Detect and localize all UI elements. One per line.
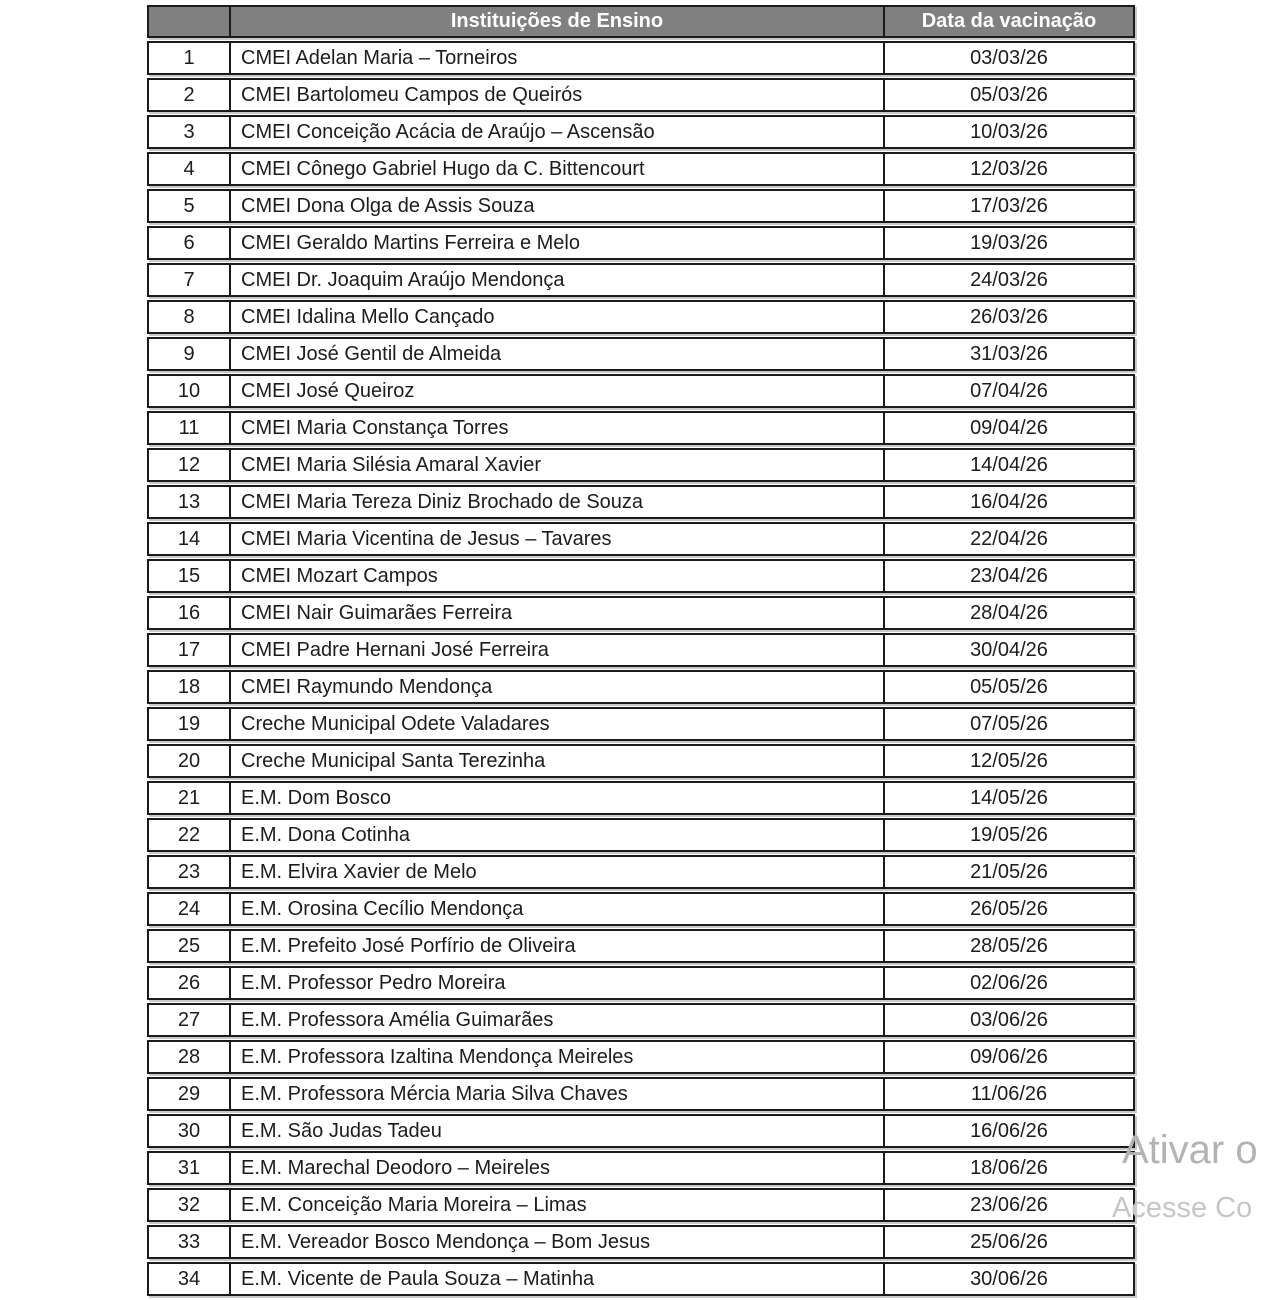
vaccination-schedule-table [147, 5, 1135, 1299]
institution-cell: CMEI Mozart Campos [231, 561, 885, 591]
institution-cell: E.M. Professora Mércia Maria Silva Chaves [231, 1079, 885, 1109]
institution-cell: CMEI Idalina Mello Cançado [231, 302, 885, 332]
table-row [147, 892, 1135, 926]
row-number-cell: 20 [149, 746, 231, 776]
header-cell-institution: Instituições de Ensino [231, 7, 885, 36]
row-number-cell: 27 [149, 1005, 231, 1035]
date-cell: 11/06/26 [970, 1082, 1048, 1105]
table-row [147, 1003, 1135, 1037]
institution-cell: CMEI Nair Guimarães Ferreira [231, 598, 885, 628]
date-cell: 10/03/26 [970, 120, 1048, 143]
table-row [147, 226, 1135, 260]
table-row [147, 78, 1135, 112]
table-row [147, 1151, 1135, 1185]
row-number-cell: 2 [149, 80, 231, 110]
institution-cell: E.M. São Judas Tadeu [231, 1116, 885, 1146]
table-row [147, 485, 1135, 519]
date-cell: 26/03/26 [970, 305, 1048, 328]
institution-cell: CMEI Maria Constança Torres [231, 413, 885, 443]
row-number-cell: 10 [149, 376, 231, 406]
institution-cell: E.M. Elvira Xavier de Melo [231, 857, 885, 887]
institution-cell: CMEI Maria Tereza Diniz Brochado de Souza [231, 487, 885, 517]
row-number-cell: 15 [149, 561, 231, 591]
table-row [147, 189, 1135, 223]
date-cell: 05/03/26 [970, 83, 1048, 106]
row-number-cell: 34 [149, 1264, 231, 1294]
institution-cell: CMEI José Queiroz [231, 376, 885, 406]
date-cell: 07/04/26 [970, 379, 1048, 402]
table-row [147, 1225, 1135, 1259]
institution-cell: CMEI Dona Olga de Assis Souza [231, 191, 885, 221]
date-cell: 09/06/26 [970, 1045, 1048, 1068]
institution-cell: CMEI Adelan Maria – Torneiros [231, 43, 885, 73]
row-number-cell: 5 [149, 191, 231, 221]
row-number-cell: 16 [149, 598, 231, 628]
date-cell: 16/06/26 [970, 1119, 1048, 1142]
date-cell: 14/05/26 [970, 786, 1048, 809]
table-row [147, 1262, 1135, 1296]
table-row [147, 596, 1135, 630]
table-row [147, 559, 1135, 593]
date-cell: 21/05/26 [970, 860, 1048, 883]
institution-cell: CMEI Maria Silésia Amaral Xavier [231, 450, 885, 480]
header-cell-index [149, 7, 231, 36]
institution-cell: Creche Municipal Odete Valadares [231, 709, 885, 739]
institution-cell: E.M. Professor Pedro Moreira [231, 968, 885, 998]
institution-cell: E.M. Marechal Deodoro – Meireles [231, 1153, 885, 1183]
row-number-cell: 3 [149, 117, 231, 147]
row-number-cell: 8 [149, 302, 231, 332]
date-cell: 03/03/26 [970, 46, 1048, 69]
table-row [147, 337, 1135, 371]
date-cell: 12/03/26 [970, 157, 1048, 180]
row-number-cell: 14 [149, 524, 231, 554]
institution-cell: CMEI Geraldo Martins Ferreira e Melo [231, 228, 885, 258]
institution-cell: E.M. Vereador Bosco Mendonça – Bom Jesus [231, 1227, 885, 1257]
table-header-row [147, 5, 1135, 38]
institution-cell: E.M. Vicente de Paula Souza – Matinha [231, 1264, 885, 1294]
date-cell: 24/03/26 [970, 268, 1048, 291]
date-cell: 26/05/26 [970, 897, 1048, 920]
table-row [147, 633, 1135, 667]
row-number-cell: 24 [149, 894, 231, 924]
institution-cell: CMEI Conceição Acácia de Araújo – Ascensão [231, 117, 885, 147]
row-number-cell: 1 [149, 43, 231, 73]
table-row [147, 1188, 1135, 1222]
row-number-cell: 4 [149, 154, 231, 184]
institution-cell: E.M. Prefeito José Porfírio de Oliveira [231, 931, 885, 961]
table-row [147, 41, 1135, 75]
table-row [147, 1114, 1135, 1148]
date-cell: 09/04/26 [970, 416, 1048, 439]
row-number-cell: 28 [149, 1042, 231, 1072]
date-cell: 03/06/26 [970, 1008, 1048, 1031]
date-cell: 31/03/26 [970, 342, 1048, 365]
row-number-cell: 11 [149, 413, 231, 443]
row-number-cell: 19 [149, 709, 231, 739]
institution-cell: E.M. Dom Bosco [231, 783, 885, 813]
date-cell: 16/04/26 [970, 490, 1048, 513]
institution-cell: E.M. Professora Amélia Guimarães [231, 1005, 885, 1035]
date-cell: 05/05/26 [970, 675, 1048, 698]
row-number-cell: 18 [149, 672, 231, 702]
institution-cell: Creche Municipal Santa Terezinha [231, 746, 885, 776]
date-cell: 19/05/26 [970, 823, 1048, 846]
table-row [147, 670, 1135, 704]
date-cell: 22/04/26 [970, 527, 1048, 550]
institution-cell: CMEI Raymundo Mendonça [231, 672, 885, 702]
table-row [147, 744, 1135, 778]
row-number-cell: 6 [149, 228, 231, 258]
date-cell: 25/06/26 [970, 1230, 1048, 1253]
date-cell: 23/06/26 [970, 1193, 1048, 1216]
table-row [147, 781, 1135, 815]
table-row [147, 152, 1135, 186]
table-row [147, 448, 1135, 482]
row-number-cell: 29 [149, 1079, 231, 1109]
table-row [147, 855, 1135, 889]
row-number-cell: 22 [149, 820, 231, 850]
institution-cell: E.M. Orosina Cecílio Mendonça [231, 894, 885, 924]
date-cell: 14/04/26 [970, 453, 1048, 476]
table-row [147, 374, 1135, 408]
table-row [147, 411, 1135, 445]
table-row [147, 1077, 1135, 1111]
row-number-cell: 26 [149, 968, 231, 998]
row-number-cell: 30 [149, 1116, 231, 1146]
institution-cell: E.M. Professora Izaltina Mendonça Meireles [231, 1042, 885, 1072]
row-number-cell: 9 [149, 339, 231, 369]
date-cell: 30/04/26 [970, 638, 1048, 661]
date-cell: 18/06/26 [970, 1156, 1048, 1179]
date-cell: 02/06/26 [970, 971, 1048, 994]
windows-activation-watermark-line1: Ativar o [1122, 1128, 1258, 1172]
date-cell: 28/05/26 [970, 934, 1048, 957]
table-row [147, 966, 1135, 1000]
institution-cell: CMEI José Gentil de Almeida [231, 339, 885, 369]
institution-cell: E.M. Dona Cotinha [231, 820, 885, 850]
table-row [147, 707, 1135, 741]
table-row [147, 115, 1135, 149]
row-number-cell: 21 [149, 783, 231, 813]
date-cell: 23/04/26 [970, 564, 1048, 587]
row-number-cell: 33 [149, 1227, 231, 1257]
row-number-cell: 13 [149, 487, 231, 517]
header-cell-date: Data da vacinação [921, 10, 1097, 32]
table-row [147, 300, 1135, 334]
institution-cell: CMEI Padre Hernani José Ferreira [231, 635, 885, 665]
institution-cell: CMEI Maria Vicentina de Jesus – Tavares [231, 524, 885, 554]
table-row [147, 818, 1135, 852]
date-cell: 07/05/26 [970, 712, 1048, 735]
row-number-cell: 31 [149, 1153, 231, 1183]
institution-cell: CMEI Bartolomeu Campos de Queirós [231, 80, 885, 110]
row-number-cell: 17 [149, 635, 231, 665]
date-cell: 30/06/26 [970, 1267, 1048, 1290]
date-cell: 19/03/26 [970, 231, 1048, 254]
windows-activation-watermark-line2: Acesse Co [1112, 1192, 1253, 1224]
row-number-cell: 25 [149, 931, 231, 961]
institution-cell: CMEI Cônego Gabriel Hugo da C. Bittencourt [231, 154, 885, 184]
row-number-cell: 12 [149, 450, 231, 480]
table-row [147, 522, 1135, 556]
row-number-cell: 32 [149, 1190, 231, 1220]
date-cell: 17/03/26 [970, 194, 1048, 217]
date-cell: 28/04/26 [970, 601, 1048, 624]
institution-cell: CMEI Dr. Joaquim Araújo Mendonça [231, 265, 885, 295]
row-number-cell: 23 [149, 857, 231, 887]
table-row [147, 1040, 1135, 1074]
table-row [147, 929, 1135, 963]
date-cell: 12/05/26 [970, 749, 1048, 772]
institution-cell: E.M. Conceição Maria Moreira – Limas [231, 1190, 885, 1220]
table-row [147, 263, 1135, 297]
row-number-cell: 7 [149, 265, 231, 295]
